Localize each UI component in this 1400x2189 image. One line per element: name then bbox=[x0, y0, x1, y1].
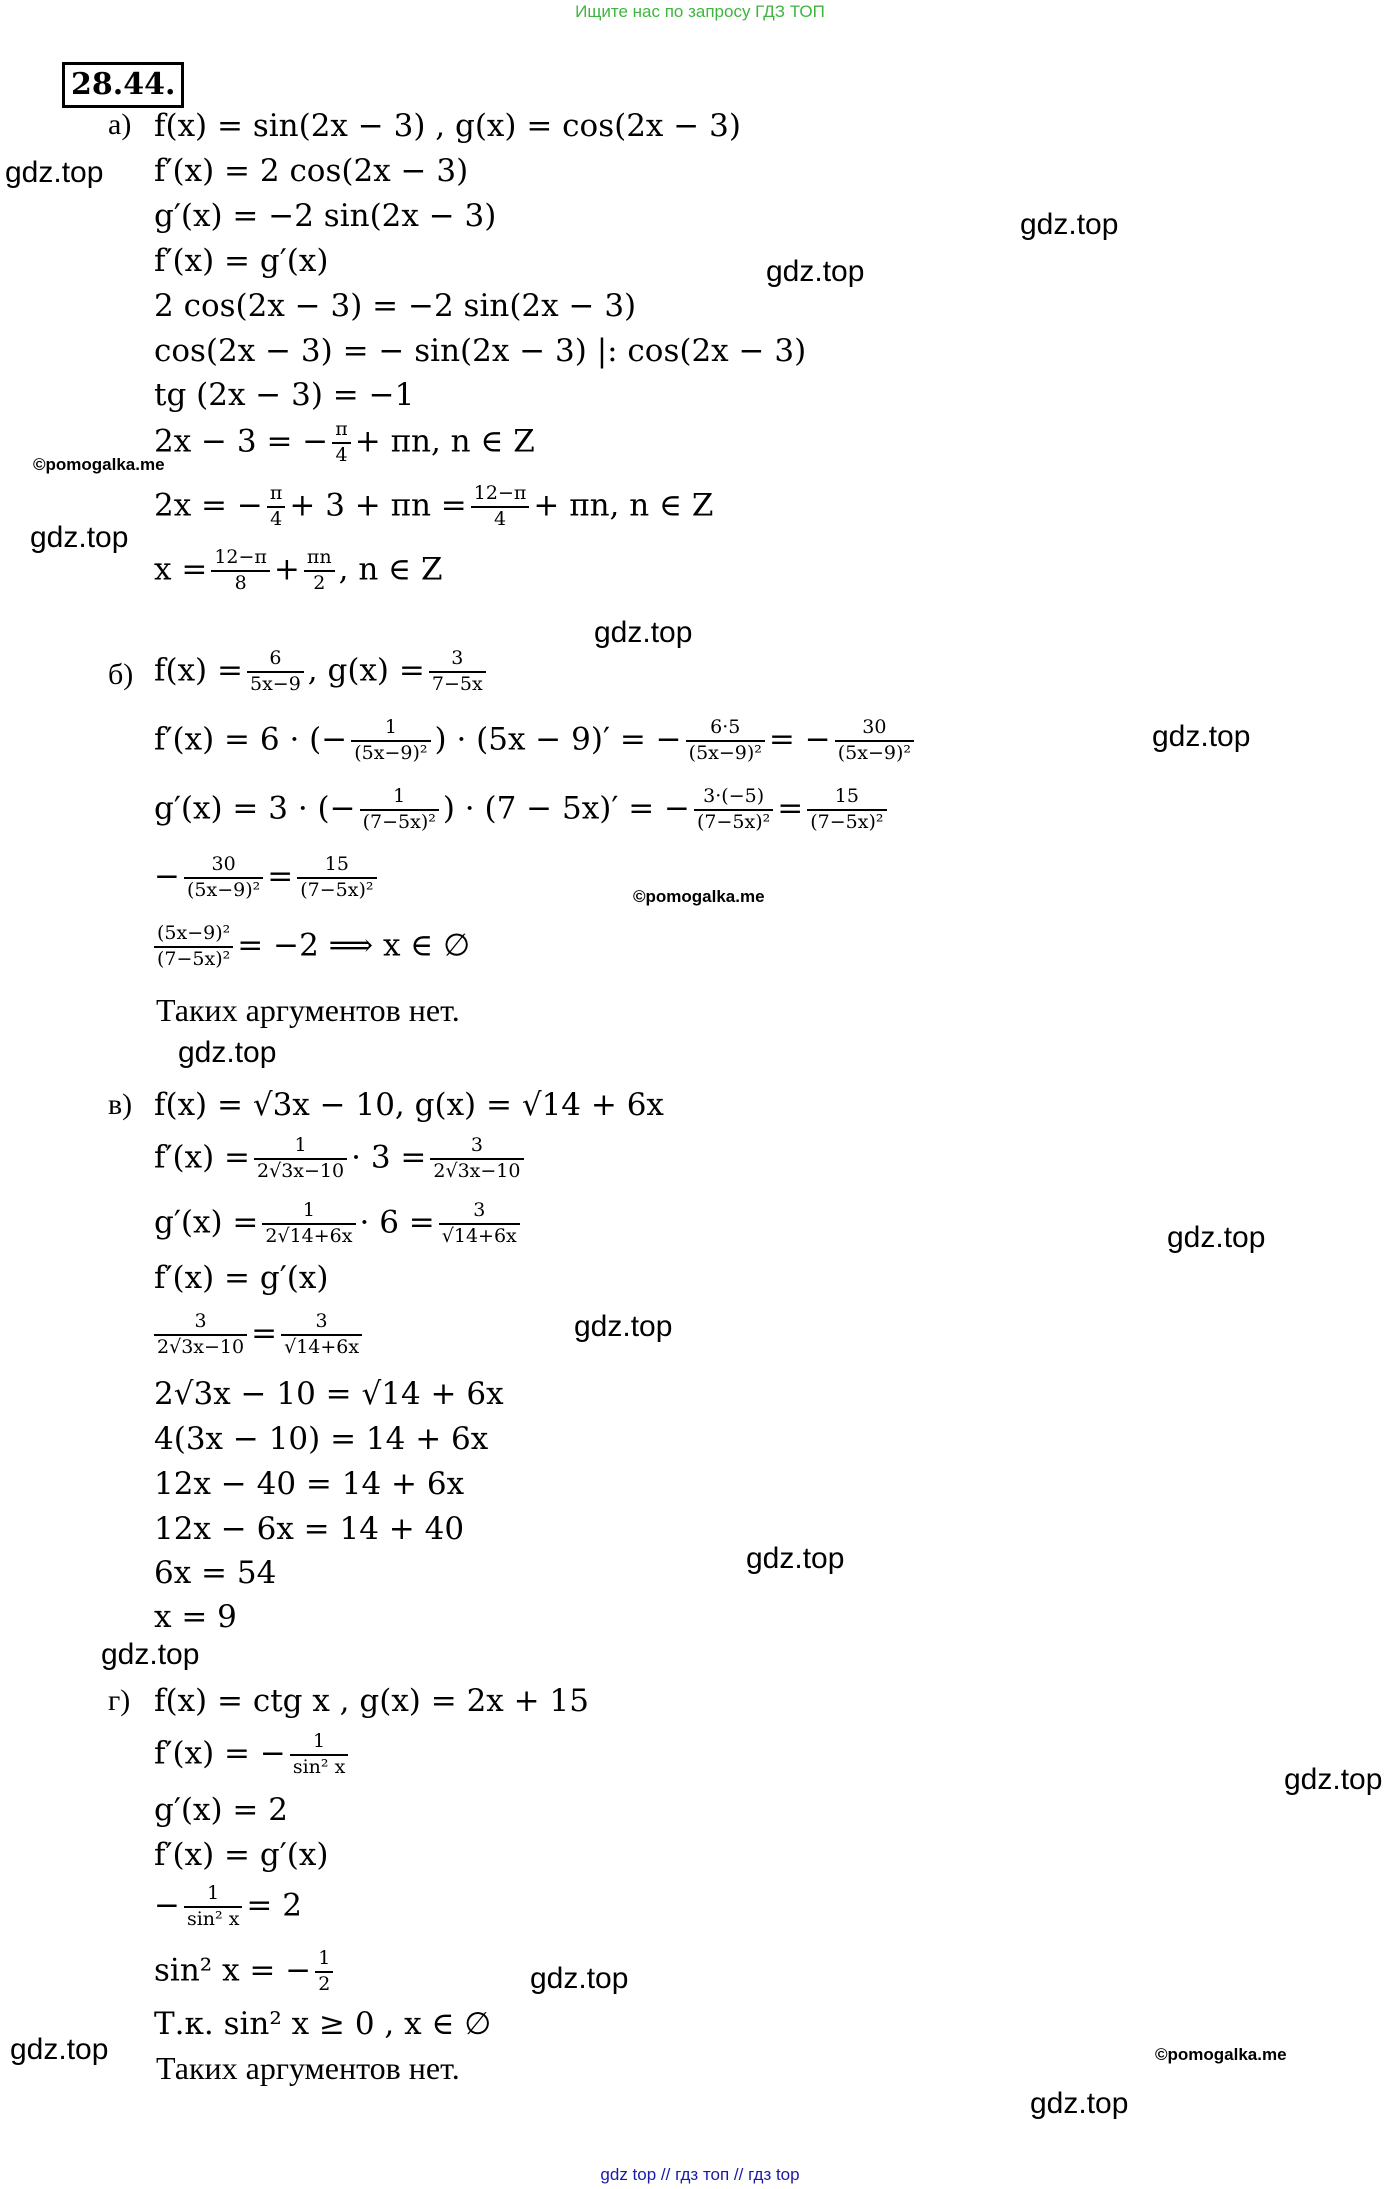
formula-line bbox=[154, 418, 535, 468]
watermark: gdz.top bbox=[1020, 208, 1119, 241]
watermark: gdz.top bbox=[1167, 1221, 1266, 1254]
watermark: gdz.top bbox=[10, 2033, 109, 2066]
formula-line bbox=[154, 546, 443, 596]
fraction: $\frac{3}{2√3x-10}$ bbox=[430, 1134, 523, 1184]
formula-text: ) · (7 − 5x)′ = − bbox=[442, 790, 691, 827]
formula-line bbox=[154, 716, 918, 766]
fraction: $\frac{1}{\text{sin² x}}$ bbox=[184, 1882, 242, 1932]
formula-text: f′(x) = − bbox=[154, 1735, 286, 1772]
formula-text: , g(x) = bbox=[307, 652, 425, 689]
formula-text: + πn, n ∈ Z bbox=[533, 487, 714, 524]
formula-text: = 2 bbox=[246, 1887, 302, 1924]
formula-line: 2√3x − 10 = √14 + 6x bbox=[154, 1376, 504, 1412]
fraction: $\frac{\pi}{4}$ bbox=[267, 482, 286, 532]
formula-line bbox=[154, 785, 891, 835]
formula-text: f′(x) = 6 · (− bbox=[154, 721, 348, 758]
formula-text: x = bbox=[154, 551, 208, 588]
formula-line: 12x − 40 = 14 + 6x bbox=[154, 1466, 465, 1502]
formula-text: ) · (5x − 9)′ = − bbox=[434, 721, 682, 758]
formula-text: = bbox=[251, 1315, 278, 1352]
fraction: $\frac{1}{2√14+6x}$ bbox=[262, 1199, 355, 1249]
formula-text: − bbox=[154, 858, 180, 895]
formula-text: = −2 ⟹ x ∈ ∅ bbox=[237, 927, 471, 964]
formula-line: 4(3x − 10) = 14 + 6x bbox=[154, 1421, 489, 1457]
fraction: $\frac{15}{\text{(7−5x)²}}$ bbox=[807, 785, 886, 835]
header-note: Ищите нас по запросу ГДЗ ТОП bbox=[575, 2, 825, 21]
conclusion-text: Таких аргументов нет. bbox=[156, 2050, 460, 2086]
formula-line bbox=[154, 1310, 366, 1360]
formula-text: + 3 + πn = bbox=[289, 487, 467, 524]
formula-text: sin² x = − bbox=[154, 1952, 312, 1989]
fraction: $\frac{\pi n}{2}$ bbox=[304, 546, 335, 596]
formula-line: f(x) = ctg x , g(x) = 2x + 15 bbox=[154, 1683, 589, 1719]
formula-line bbox=[154, 1730, 352, 1780]
watermark: gdz.top bbox=[574, 1310, 673, 1343]
part-label-b: б) bbox=[108, 658, 134, 691]
watermark: gdz.top bbox=[101, 1638, 200, 1671]
fraction: $\frac{30}{\text{(5x−9)²}}$ bbox=[184, 853, 263, 903]
formula-text: f(x) = bbox=[154, 652, 243, 689]
formula-text: = − bbox=[768, 721, 831, 758]
formula-line: f′(x) = 2 cos(2x − 3) bbox=[154, 153, 469, 189]
formula-text: 2x − 3 = − bbox=[154, 423, 329, 460]
formula-line: Т.к. sin² x ≥ 0 , x ∈ ∅ bbox=[154, 2006, 492, 2042]
formula-text: · 3 = bbox=[351, 1139, 427, 1176]
fraction: $\frac{6\cdot 5}{\text{(5x−9)²}}$ bbox=[686, 716, 765, 766]
watermark: gdz.top bbox=[1152, 720, 1251, 753]
fraction: $\frac{\pi}{4}$ bbox=[332, 418, 351, 468]
watermark: gdz.top bbox=[30, 521, 129, 554]
fraction: $\frac{1}{\text{sin² x}}$ bbox=[290, 1730, 348, 1780]
fraction: $\frac{1}{2√3x-10}$ bbox=[254, 1134, 347, 1184]
formula-text: = bbox=[777, 790, 804, 827]
formula-text: 2x = − bbox=[154, 487, 263, 524]
formula-line: f(x) = sin(2x − 3) , g(x) = cos(2x − 3) bbox=[154, 108, 741, 144]
formula-line bbox=[154, 1882, 302, 1932]
fraction: $\frac{3\cdot(-5)}{\text{(7−5x)²}}$ bbox=[694, 785, 773, 835]
formula-text: + bbox=[273, 551, 300, 588]
watermark: gdz.top bbox=[530, 1962, 629, 1995]
formula-text: g′(x) = bbox=[154, 1204, 259, 1241]
formula-line: g′(x) = −2 sin(2x − 3) bbox=[154, 198, 497, 234]
part-label-v: в) bbox=[108, 1088, 133, 1121]
part-label-a: а) bbox=[108, 108, 132, 141]
fraction: $\frac{3}{√14+6x}$ bbox=[439, 1199, 520, 1249]
fraction: $\frac{3}{√14+6x}$ bbox=[281, 1310, 362, 1360]
fraction: $\frac{3}{7-5x}$ bbox=[429, 647, 486, 697]
fraction: $\frac{1}{\text{(7−5x)²}}$ bbox=[360, 785, 439, 835]
watermark: gdz.top bbox=[5, 156, 104, 189]
formula-text: , n ∈ Z bbox=[338, 551, 443, 588]
watermark: gdz.top bbox=[1284, 1763, 1383, 1796]
conclusion-text: Таких аргументов нет. bbox=[156, 992, 460, 1028]
fraction: $\frac{3}{2√3x-10}$ bbox=[154, 1310, 247, 1360]
formula-line: cos(2x − 3) = − sin(2x − 3) |: cos(2x − 3) bbox=[154, 333, 807, 369]
watermark: gdz.top bbox=[1030, 2087, 1129, 2120]
copyright-mark: ©pomogalka.me bbox=[633, 887, 765, 906]
fraction: $\frac{1}{2}$ bbox=[315, 1947, 333, 1997]
fraction: $\frac{1}{\text{(5x−9)²}}$ bbox=[351, 716, 430, 766]
formula-line bbox=[154, 647, 490, 697]
formula-line: f(x) = √3x − 10, g(x) = √14 + 6x bbox=[154, 1087, 664, 1123]
formula-line: tg (2x − 3) = −1 bbox=[154, 377, 415, 413]
formula-line bbox=[154, 482, 713, 532]
formula-line: g′(x) = 2 bbox=[154, 1792, 288, 1828]
fraction: $\frac{6}{5x-9}$ bbox=[247, 647, 304, 697]
problem-number: 28.44. bbox=[62, 62, 184, 108]
copyright-mark: ©pomogalka.me bbox=[33, 455, 165, 474]
formula-line bbox=[154, 922, 470, 972]
formula-line bbox=[154, 1199, 524, 1249]
copyright-mark: ©pomogalka.me bbox=[1155, 2045, 1287, 2064]
formula-line bbox=[154, 853, 381, 903]
formula-text: g′(x) = 3 · (− bbox=[154, 790, 356, 827]
fraction: $\frac{30}{\text{(5x−9)²}}$ bbox=[835, 716, 914, 766]
fraction: $\frac{12-\pi}{8}$ bbox=[211, 546, 270, 596]
formula-line: f′(x) = g′(x) bbox=[154, 1260, 329, 1296]
fraction: $\frac{15}{\text{(7−5x)²}}$ bbox=[297, 853, 376, 903]
formula-line: 12x − 6x = 14 + 40 bbox=[154, 1511, 465, 1547]
formula-line bbox=[154, 1134, 528, 1184]
formula-text: f′(x) = bbox=[154, 1139, 251, 1176]
formula-text: + πn, n ∈ Z bbox=[354, 423, 535, 460]
watermark: gdz.top bbox=[766, 255, 865, 288]
watermark: gdz.top bbox=[746, 1542, 845, 1575]
watermark: gdz.top bbox=[594, 616, 693, 649]
formula-line: x = 9 bbox=[154, 1599, 237, 1635]
watermark: gdz.top bbox=[178, 1036, 277, 1069]
part-label-g: г) bbox=[108, 1684, 131, 1717]
formula-text: · 6 = bbox=[359, 1204, 435, 1241]
fraction: $\frac{\text{(5x−9)²}}{\text{(7−5x)²}}$ bbox=[154, 922, 233, 972]
fraction: $\frac{12-\pi}{4}$ bbox=[471, 482, 530, 532]
formula-line bbox=[154, 1947, 337, 1997]
formula-text: = bbox=[267, 858, 294, 895]
footer-links[interactable]: gdz top // гдз топ // гдз top bbox=[600, 2165, 800, 2184]
formula-line: f′(x) = g′(x) bbox=[154, 1837, 329, 1873]
formula-line: 6x = 54 bbox=[154, 1555, 277, 1591]
formula-line: f′(x) = g′(x) bbox=[154, 243, 329, 279]
formula-line: 2 cos(2x − 3) = −2 sin(2x − 3) bbox=[154, 288, 637, 324]
formula-text: − bbox=[154, 1887, 180, 1924]
